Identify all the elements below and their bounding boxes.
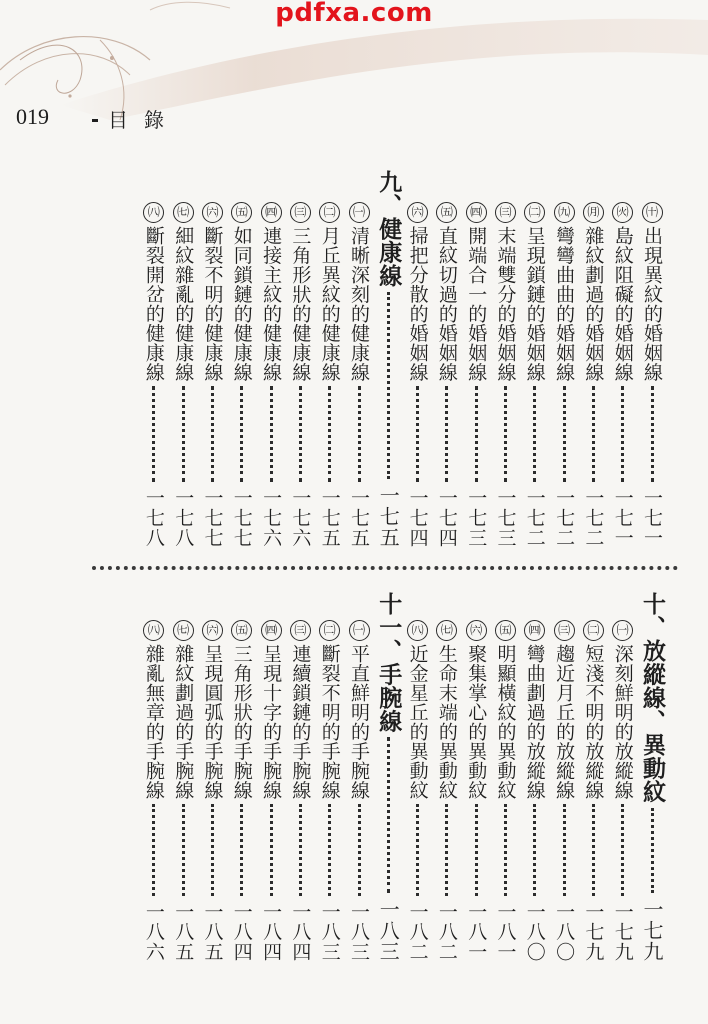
dot-leader — [621, 386, 624, 482]
entry-title: 短淺不明的放縱線 — [582, 644, 605, 800]
entry-number: ㈤ — [436, 202, 457, 223]
toc-entry[interactable] — [638, 202, 666, 548]
entry-title: 明顯橫紋的異動紋 — [494, 644, 517, 800]
toc-entry[interactable] — [169, 620, 197, 962]
entry-page-number: 一七三 — [494, 488, 517, 548]
entry-page-number: 一八二 — [406, 902, 429, 962]
dot-leader — [475, 804, 478, 896]
toc-entry[interactable] — [199, 202, 227, 548]
toc-entry[interactable] — [140, 620, 168, 962]
entry-page-number: 一七九 — [582, 902, 605, 962]
entry-title: 十一、手腕線 — [375, 592, 403, 733]
entry-title: 如同鎖鏈的健康線 — [230, 226, 253, 382]
toc-entry[interactable] — [345, 202, 373, 548]
entry-title: 彎彎曲曲的婚姻線 — [553, 226, 576, 382]
entry-title: 十、放縱線、異動紋 — [639, 592, 666, 804]
entry-number: ㈦ — [173, 202, 194, 223]
entry-page-number: 一七六 — [289, 488, 312, 548]
toc-entry[interactable] — [169, 202, 197, 548]
toc-entry[interactable] — [579, 620, 607, 962]
dot-leader — [328, 386, 331, 482]
entry-page-number: 一七五 — [348, 488, 370, 548]
entry-title: 月丘異紋的健康線 — [318, 226, 341, 382]
entry-page-number: 一七四 — [435, 488, 458, 548]
entry-number: ㈥ — [202, 202, 223, 223]
entry-title: 連接主紋的健康線 — [260, 226, 283, 382]
dot-leader — [358, 804, 361, 896]
dot-leader — [240, 386, 243, 482]
entry-number: ㈦ — [436, 620, 457, 641]
entry-title: 細紋雜亂的健康線 — [172, 226, 195, 382]
toc-entry[interactable] — [404, 620, 432, 962]
entry-page-number: 一八〇 — [523, 902, 546, 962]
entry-title: 斷裂不明的手腕線 — [318, 644, 341, 800]
dot-leader — [328, 804, 331, 896]
entry-title: 清晰深刻的健康線 — [348, 226, 370, 382]
entry-title: 深刻鮮明的放縱線 — [611, 644, 634, 800]
dot-leader — [533, 386, 536, 482]
entry-title: 連續鎖鏈的手腕線 — [289, 644, 312, 800]
toc-entry[interactable] — [404, 202, 432, 548]
dot-leader — [152, 386, 155, 482]
dot-leader — [651, 808, 654, 894]
entry-page-number: 一八六 — [142, 902, 165, 962]
dot-leader — [592, 386, 595, 482]
entry-number: ㈡ — [524, 202, 545, 223]
dot-leader — [358, 386, 361, 482]
dot-leader — [299, 804, 302, 896]
entry-number: ㈢ — [554, 620, 575, 641]
entry-page-number: 一七八 — [172, 488, 195, 548]
entry-number: ㈡ — [319, 202, 340, 223]
entry-page-number: 一七六 — [260, 488, 283, 548]
dot-leader — [651, 386, 654, 482]
entry-page-number: 一八五 — [172, 902, 195, 962]
entry-title: 九、健康線 — [375, 170, 403, 288]
entry-number: ㈥ — [466, 620, 487, 641]
entry-page-number: 一七九 — [640, 899, 664, 962]
entry-title: 呈現十字的手腕線 — [260, 644, 283, 800]
page-title: 目錄 — [108, 108, 180, 132]
entry-number: ㈢ — [290, 202, 311, 223]
dot-leader — [182, 804, 185, 896]
toc-heading[interactable] — [374, 592, 402, 962]
watermark-text: pdfxa.com — [275, 0, 433, 28]
dot-leader — [563, 386, 566, 482]
entry-page-number: 一八一 — [494, 902, 517, 962]
dot-leader — [387, 292, 390, 480]
entry-title: 呈現圓弧的手腕線 — [201, 644, 224, 800]
entry-number: ㈧ — [143, 620, 164, 641]
dot-leader — [387, 737, 390, 893]
entry-number: ㈡ — [583, 620, 604, 641]
entry-number: ㈠ — [349, 202, 370, 223]
entry-title: 三角形狀的手腕線 — [230, 644, 253, 800]
entry-number: ㈥ — [202, 620, 223, 641]
entry-page-number: 一八四 — [289, 902, 312, 962]
entry-title: 趨近月丘的放縱線 — [553, 644, 576, 800]
entry-number: ㈤ — [231, 202, 252, 223]
entry-title: 斷裂不明的健康線 — [201, 226, 224, 382]
entry-page-number: 一七七 — [201, 488, 224, 548]
dot-leader — [504, 804, 507, 896]
toc-entry[interactable] — [550, 202, 578, 548]
entry-page-number: 一八〇 — [553, 902, 576, 962]
entry-title: 近金星丘的異動紋 — [406, 644, 429, 800]
entry-title: 末端雙分的婚姻線 — [494, 226, 517, 382]
dot-leader — [445, 386, 448, 482]
toc-entry[interactable] — [521, 620, 549, 962]
entry-title: 斷裂開岔的健康線 — [142, 226, 165, 382]
entry-number: ㈤ — [495, 620, 516, 641]
dot-leader — [211, 386, 214, 482]
toc-heading[interactable] — [374, 170, 402, 548]
toc-entry[interactable] — [257, 620, 285, 962]
toc-entry[interactable] — [257, 202, 285, 548]
entry-title: 直紋切過的婚姻線 — [435, 226, 458, 382]
entry-title: 呈現鎖鏈的婚姻線 — [523, 226, 546, 382]
entry-title: 掃把分散的婚姻線 — [406, 226, 429, 382]
toc-entry[interactable] — [609, 620, 637, 962]
entry-title: 平直鮮明的手腕線 — [348, 644, 370, 800]
toc-entry[interactable] — [609, 202, 637, 548]
toc-entry[interactable] — [462, 202, 490, 548]
entry-page-number: 一七五 — [318, 488, 341, 548]
entry-title: 生命末端的異動紋 — [435, 644, 458, 800]
entry-number: ㈣ — [466, 202, 487, 223]
entry-title: 雜紋劃過的手腕線 — [172, 644, 195, 800]
dot-leader — [533, 804, 536, 896]
dot-leader — [182, 386, 185, 482]
toc-entry[interactable] — [228, 202, 256, 548]
toc-entry[interactable] — [579, 202, 607, 548]
entry-page-number: 一七九 — [611, 902, 634, 962]
entry-title: 開端合一的婚姻線 — [465, 226, 488, 382]
entry-title: 雜亂無章的手腕線 — [142, 644, 165, 800]
entry-page-number: 一八一 — [465, 902, 488, 962]
dot-leader — [152, 804, 155, 896]
entry-title: 三角形狀的健康線 — [289, 226, 312, 382]
entry-number: ㈪ — [583, 202, 604, 223]
entry-page-number: 一七三 — [465, 488, 488, 548]
toc-entry[interactable] — [433, 620, 461, 962]
entry-number: ㈠ — [349, 620, 370, 641]
dot-leader — [211, 804, 214, 896]
dot-leader — [445, 804, 448, 896]
dot-leader — [621, 804, 624, 896]
entry-number: ㈠ — [612, 620, 633, 641]
entry-page-number: 一七一 — [611, 488, 634, 548]
entry-number: ㈧ — [407, 620, 428, 641]
entry-page-number: 一七八 — [142, 488, 165, 548]
entry-page-number: 一七一 — [641, 488, 663, 548]
toc-entry[interactable] — [550, 620, 578, 962]
toc-entry[interactable] — [462, 620, 490, 962]
entry-page-number: 一七五 — [376, 485, 401, 548]
toc-entry[interactable] — [492, 620, 520, 962]
entry-number: ㈢ — [290, 620, 311, 641]
page-number: 019 — [16, 104, 49, 129]
toc-entry[interactable] — [345, 620, 373, 962]
entry-number: ㈤ — [231, 620, 252, 641]
toc-entry[interactable] — [521, 202, 549, 548]
toc-entry[interactable] — [140, 202, 168, 548]
entry-number: ㈫ — [612, 202, 633, 223]
entry-page-number: 一八四 — [260, 902, 283, 962]
entry-page-number: 一八二 — [435, 902, 458, 962]
entry-number: ㈡ — [319, 620, 340, 641]
dot-leader — [270, 804, 273, 896]
entry-page-number: 一七二 — [523, 488, 546, 548]
dot-leader — [563, 804, 566, 896]
toc-entry[interactable] — [286, 620, 314, 962]
entry-number: ㈢ — [495, 202, 516, 223]
entry-number: ㈦ — [173, 620, 194, 641]
entry-number: ㈥ — [407, 202, 428, 223]
entry-page-number: 一七二 — [582, 488, 605, 548]
entry-page-number: 一八三 — [376, 899, 401, 962]
dot-leader — [475, 386, 478, 482]
entry-page-number: 一七七 — [230, 488, 253, 548]
entry-page-number: 一八三 — [318, 902, 341, 962]
dot-leader — [504, 386, 507, 482]
entry-title: 雜紋劃過的婚姻線 — [582, 226, 605, 382]
toc-entry[interactable] — [433, 202, 461, 548]
entry-page-number: 一七二 — [553, 488, 576, 548]
dot-leader — [270, 386, 273, 482]
entry-title: 島紋阻礙的婚姻線 — [611, 226, 634, 382]
toc-entry[interactable] — [286, 202, 314, 548]
dot-leader — [592, 804, 595, 896]
entry-page-number: 一八五 — [201, 902, 224, 962]
toc-entry[interactable] — [228, 620, 256, 962]
entry-title: 出現異紋的婚姻線 — [641, 226, 663, 382]
entry-number: ㈣ — [261, 620, 282, 641]
dot-leader — [416, 386, 419, 482]
toc-entry[interactable] — [492, 202, 520, 548]
header-rule — [92, 119, 98, 122]
entry-page-number: 一八三 — [348, 902, 370, 962]
entry-number: ㈩ — [642, 202, 663, 223]
toc-entry[interactable] — [316, 202, 344, 548]
entry-number: ㈧ — [143, 202, 164, 223]
dot-leader — [416, 804, 419, 896]
entry-number: ㈣ — [524, 620, 545, 641]
entry-number: ㈣ — [261, 202, 282, 223]
toc-entry[interactable] — [199, 620, 227, 962]
entry-number: ㈨ — [554, 202, 575, 223]
section-divider — [92, 566, 678, 570]
toc-heading[interactable] — [638, 592, 666, 962]
entry-page-number: 一八四 — [230, 902, 253, 962]
entry-title: 彎曲劃過的放縱線 — [523, 644, 546, 800]
dot-leader — [240, 804, 243, 896]
entry-title: 聚集掌心的異動紋 — [465, 644, 488, 800]
entry-page-number: 一七四 — [406, 488, 429, 548]
dot-leader — [299, 386, 302, 482]
toc-entry[interactable] — [316, 620, 344, 962]
